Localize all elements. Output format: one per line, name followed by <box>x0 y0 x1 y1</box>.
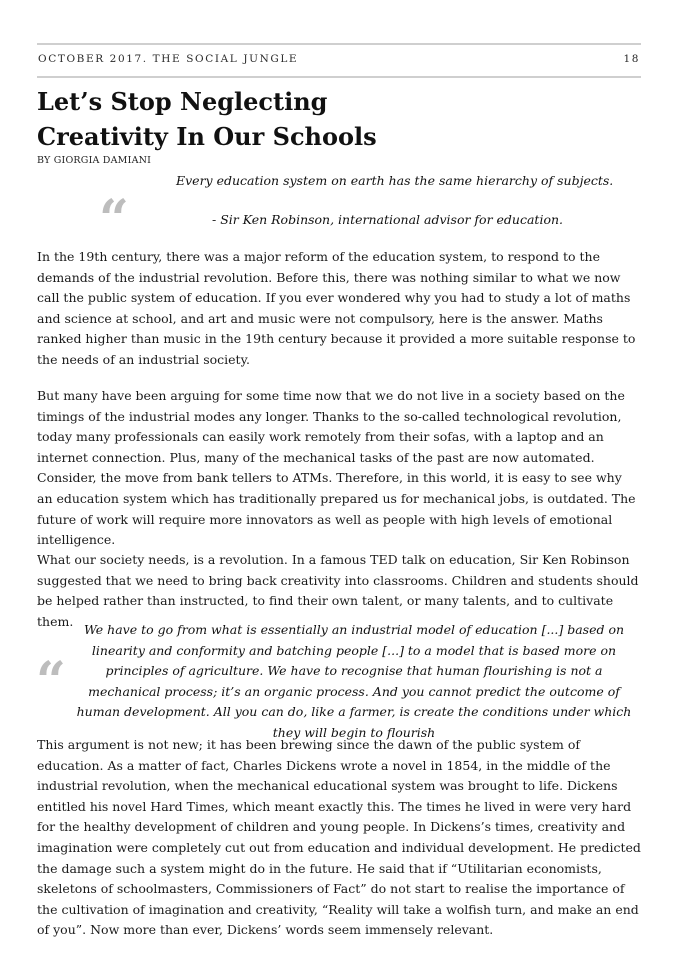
running-header-title: OCTOBER 2017. THE SOCIAL JUNGLE <box>38 53 299 65</box>
article-title-line-1: Let’s Stop Neglecting <box>37 87 328 116</box>
header-rule-top <box>37 43 641 45</box>
article-title-line-2: Creativity In Our Schools <box>37 122 377 151</box>
quotation-mark-icon: “ <box>99 189 129 250</box>
epigraph-quote: Every education system on earth has the same hierarchy of subjects. <box>176 173 614 188</box>
epigraph-attribution: - Sir Ken Robinson, international advisor for education. <box>212 212 564 227</box>
body-paragraph-1: In the 19th century, there was a major reform of the education system, to respond to the demands of the industrial revolution. Before this, there was nothing similar to what we now call the public system of education. If you ever wondered why you had to study a lot of maths and science at school, and art and music were not compulsory, here is the answer. Maths ranked higher than music in the 19th century because it provided a more suitable response to the needs of an industrial society. <box>37 249 636 367</box>
block-quote: We have to go from what is essentially an industrial model of education [...] based on linearity and conformity and batching people [...] to a model that is based more on principles of agriculture. We have to recognise that human flourishing is not a mechanical process; it’s an organic process. And you cannot predict the outcome of human development. All you can do, like a farmer, is create the conditions under which they will begin to flourish <box>76 622 632 740</box>
quotation-mark-icon: “ <box>36 651 66 712</box>
article-title <box>37 84 377 154</box>
running-header <box>38 53 640 65</box>
header-rule-bottom <box>37 76 641 78</box>
page-number: 18 <box>623 53 640 65</box>
body-paragraph-2: But many have been arguing for some time now that we do not live in a society based on the timings of the industrial modes any longer. Thanks to the so-called technological revolution, today many professionals can easily work remotely from their sofas, with a laptop and an internet connection. Plus, many of the mechanical tasks of the past are now automated. Consider, the move from bank tellers to ATMs. Therefore, in this world, it is easy to see why an education system which has traditionally prepared us for mechanical jobs, is outdated. The future of work will require more innovators as well as people with high levels of emotional intelligence. <box>37 388 636 548</box>
body-paragraph-3: What our society needs, is a revolution. In a famous TED talk on education, Sir Ken Robinson suggested that we need to bring back creativity into classrooms. Children and students should be helped rather than instructed, to find their own talent, or many talents, and to cultivate them. <box>37 552 639 629</box>
byline: BY GIORGIA DAMIANI <box>37 155 152 166</box>
closing-paragraph: This argument is not new; it has been brewing since the dawn of the public system of education. As a matter of fact, Charles Dickens wrote a novel in 1854, in the middle of the industrial revolution, when the mechanical educational system was brought to life. Dickens entitled his novel Hard Times, which meant exactly this. The times he lived in were very hard for the healthy development of children and young people. In Dickens’s times, creativity and imagination were completely cut out from education and individual development. He predicted the damage such a system might do in the future. He said that if “Utilitarian economists, skeletons of schoolmasters, Commissioners of Fact” do not start to realise the importance of the cultivation of imagination and creativity, “Reality will take a wolfish turn, and make an end of you”. Now more than ever, Dickens’ words seem immensely relevant. <box>37 737 641 938</box>
